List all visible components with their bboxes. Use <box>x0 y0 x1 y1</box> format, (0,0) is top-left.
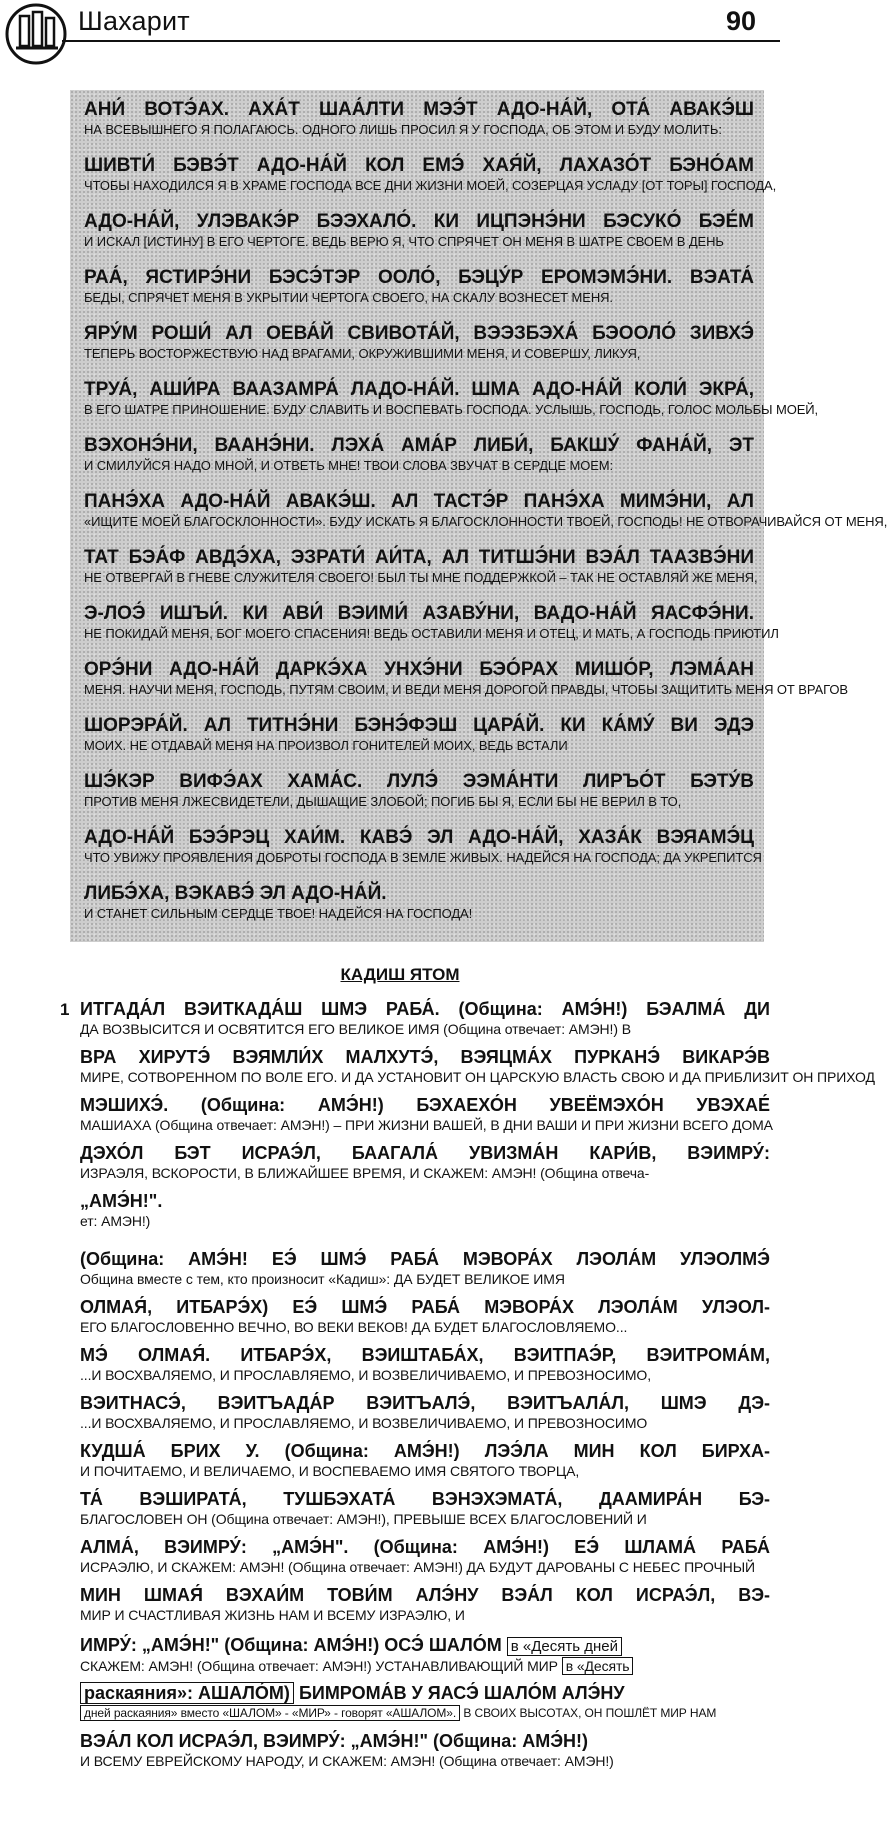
translation-line: ИСРАЭЛЮ, И СКАЖЕМ: АМЭН! (Община отвечает: АМЭН!) ДА БУДУТ ДАРОВАНЫ С НЕБЕС ПРОЧНЫЙ <box>80 1559 755 1575</box>
book-logo-icon <box>4 2 68 66</box>
kaddish-stanza <box>80 1536 770 1576</box>
psalm-stanza <box>84 490 887 530</box>
translation-line: И ВСЕМУ ЕВРЕЙСКОМУ НАРОДУ, И СКАЖЕМ: АМЭН! (Община отвечает: АМЭН!) <box>80 1753 614 1769</box>
transliteration-line: ШОРЭРА́Й. АЛ ТИТНЭ́НИ БЭНЭ́ФЭШ ЦАРА́Й. КИ КА́МУ́ ВИ ЭДЭ <box>84 715 754 736</box>
kaddish-stanza <box>80 1584 770 1624</box>
translation-line: ЧТОБЫ НАХОДИЛСЯ Я В ХРАМЕ ГОСПОДА ВСЕ ДНИ ЖИЗНИ МОЕЙ, СОЗЕРЦАЯ УСЛАДУ [ОТ ТОРЫ] ГОСПОДА, <box>84 178 777 193</box>
transliteration-line: АДО-НА́Й, УЛЭВАКЭ́Р БЭЭХАЛО́. КИ ИЦПЭНЭ́НИ БЭСУКО́ БЭЕ́М <box>84 211 754 232</box>
yamim-noraim-note-box: в «Десять <box>562 1657 634 1675</box>
transliteration-line: Э-ЛОЭ́ ИШЪИ́. КИ АВИ́ ВЭИМИ́ АЗАВУ́НИ, ВАДО-НА́Й ЯАСФЭ́НИ. <box>84 603 754 624</box>
psalm-stanza <box>84 322 754 362</box>
page-title: Шахарит <box>78 6 190 36</box>
psalm-stanza <box>84 210 754 250</box>
kaddish-stanza <box>80 998 770 1038</box>
transliteration-line: ДЭХО́Л БЭТ ИСРАЭ́Л, БААГАЛА́ УВИЗМА́Н КАРИ́В, ВЭИМРУ́: <box>80 1143 770 1163</box>
kaddish-stanza <box>80 1190 770 1230</box>
translation-line: ет: АМЭН!) <box>80 1213 151 1229</box>
verse-number: 1 <box>60 1000 70 1019</box>
psalm-stanza <box>84 826 762 866</box>
header-rule <box>62 40 780 42</box>
kaddish-stanza <box>80 1046 875 1086</box>
kaddish-stanza <box>80 1094 773 1134</box>
psalm-stanza <box>84 154 777 194</box>
translation-line: НЕ ОТВЕРГАЙ В ГНЕВЕ СЛУЖИТЕЛЯ СВОЕГО! БЫЛ ТЫ МНЕ ПОДДЕРЖКОЙ – ТАК НЕ ОСТАВЛЯЙ ЖЕ МЕНЯ, <box>84 570 758 585</box>
yamim-noraim-note-box: в «Десять дней <box>507 1637 622 1656</box>
translation-line: ...И ВОСХВАЛЯЕМО, И ПРОСЛАВЛЯЕМО, И ВОЗВЕЛИЧИВАЕМО, И ПРЕВОЗНОСИМО, <box>80 1367 651 1383</box>
translation-line: ИЗРАЭЛЯ, ВСКОРОСТИ, В БЛИЖАЙШЕЕ ВРЕМЯ, И СКАЖЕМ: АМЭН! (Община отвеча- <box>80 1165 650 1181</box>
translation-line: МИРЕ, СОТВОРЕННОМ ПО ВОЛЕ ЕГО. И ДА УСТАНОВИТ ОН ЦАРСКУЮ ВЛАСТЬ СВОЮ И ДА ПРИБЛИЗИТ ОН ПРИХОД <box>80 1069 875 1085</box>
translation-line: И ПОЧИТАЕМО, И ВЕЛИЧАЕМО, И ВОСПЕВАЕМО ИМЯ СВЯТОГО ТВОРЦА, <box>80 1463 580 1479</box>
kaddish-stanza <box>80 1248 770 1288</box>
kaddish-stanza <box>80 1488 770 1528</box>
translation-line: СКАЖЕМ: АМЭН! (Община отвечает: АМЭН!) УСТАНАВЛИВАЮЩИЙ МИР <box>80 1658 558 1674</box>
kaddish-stanza <box>80 1344 770 1384</box>
translation-line: ДА ВОЗВЫСИТСЯ И ОСВЯТИТСЯ ЕГО ВЕЛИКОЕ ИМЯ (Община отвечает: АМЭН!) В <box>80 1021 631 1037</box>
transliteration-line: ВЭИТНАСЭ́, ВЭИТЪАДА́Р ВЭИТЪАЛЭ́, ВЭИТЪАЛА́Л, ШМЭ ДЭ- <box>80 1393 770 1413</box>
translation-line: В СВОИХ ВЫСОТАХ, ОН ПОШЛЁТ МИР НАМ <box>463 1706 717 1720</box>
translation-line: В ЕГО ШАТРЕ ПРИНОШЕНИЕ. БУДУ СЛАВИТЬ И ВОСПЕВАТЬ ГОСПОДА. УСЛЫШЬ, ГОСПОДЬ, ГОЛОС МОЛЬБЫ МОЕЙ, <box>84 402 819 417</box>
psalm-stanza <box>84 770 754 810</box>
translation-line: МЕНЯ. НАУЧИ МЕНЯ, ГОСПОДЬ, ПУТЯМ СВОИМ, И ВЕДИ МЕНЯ ДОРОГОЙ ПРАВДЫ, ЧТОБЫ ЗАЩИТИТЬ МЕНЯ ОТ ВРАГОВ <box>84 682 848 697</box>
shaded-psalm-section <box>70 90 887 942</box>
transliteration-line: ВЭА́Л КОЛ ИСРАЭ́Л, ВЭИМРУ́: „АМЭ́Н!" (Община: АМЭ́Н!) <box>80 1731 589 1751</box>
translation-line: МОИХ. НЕ ОТДАВАЙ МЕНЯ НА ПРОИЗВОЛ ГОНИТЕЛЕЙ МОИХ, ВЕДЬ ВСТАЛИ <box>84 738 568 753</box>
page-header <box>0 0 800 48</box>
psalm-stanza <box>84 266 754 306</box>
translation-line: ЧТО УВИЖУ ПРОЯВЛЕНИЯ ДОБРОТЫ ГОСПОДА В ЗЕМЛЕ ЖИВЫХ. НАДЕЙСЯ НА ГОСПОДА; ДА УКРЕПИТСЯ <box>84 850 762 865</box>
transliteration-line: „АМЭ́Н!". <box>80 1191 163 1211</box>
yamim-noraim-note-box: дней раскаяния» вместо «ШАЛОМ» - «МИР» - говорят «АШАЛОМ». <box>80 1705 460 1721</box>
transliteration-line: АЛМА́, ВЭИМРУ́: „АМЭ́Н". (Община: АМЭ́Н!) ЕЭ́ ШЛАМА́ РАБА́ <box>80 1537 770 1557</box>
transliteration-line: АДО-НА́Й БЭЭ́РЭЦ ХАИ́М. КАВЭ́ ЭЛ АДО-НА́Й, ХАЗА́К ВЭЯАМЭ́Ц <box>84 827 754 848</box>
transliteration-line: ИТГАДА́Л ВЭИТКАДА́Ш ШМЭ РАБА́. (Община: АМЭ́Н!) БЭАЛМА́ ДИ <box>80 999 770 1019</box>
translation-line: Община вместе с тем, кто произносит «Кадиш»: ДА БУДЕТ ВЕЛИКОЕ ИМЯ <box>80 1271 565 1287</box>
psalm-stanza <box>84 602 779 642</box>
kaddish-stanza <box>80 1392 770 1432</box>
translation-line: И ИСКАЛ [ИСТИНУ] В ЕГО ЧЕРТОГЕ. ВЕДЬ ВЕРЮ Я, ЧТО СПРЯЧЕТ ОН МЕНЯ В ШАТРЕ СВОЕМ В ДЕНЬ <box>84 234 724 249</box>
kaddish-stanza <box>80 1682 770 1722</box>
page-number: 90 <box>725 6 756 36</box>
psalm-stanza <box>84 378 819 418</box>
transliteration-line: ОРЭ́НИ АДО-НА́Й ДАРКЭ́ХА УНХЭ́НИ БЭО́РАХ МИШО́Р, ЛЭМА́АН <box>84 659 754 680</box>
transliteration-line: ТАТ БЭА́Ф АВДЭ́ХА, ЭЗРАТИ́ АИ́ТА, АЛ ТИТШЭ́НИ ВЭА́Л ТААЗВЭ́НИ <box>84 547 754 568</box>
psalm-stanza <box>84 98 754 138</box>
translation-line: И СТАНЕТ СИЛЬНЫМ СЕРДЦЕ ТВОЕ! НАДЕЙСЯ НА ГОСПОДА! <box>84 906 473 921</box>
transliteration-line: ШИВТИ́ БЭВЭ́Т АДО-НА́Й КОЛ ЕМЭ́ ХАЯ́Й, ЛАХАЗО́Т БЭНО́АМ <box>84 155 754 176</box>
kaddish-stanza <box>80 1730 770 1770</box>
yamim-noraim-note-box: раскаяния»: АШАЛО́М) <box>80 1682 294 1704</box>
transliteration-line: ОЛМАЯ́, ИТБАРЭ́Х) ЕЭ́ ШМЭ́ РАБА́ МЭВОРА́Х ЛЭОЛА́М УЛЭОЛ- <box>80 1297 770 1317</box>
translation-line: БЛАГОСЛОВЕН ОН (Община отвечает: АМЭН!), ПРЕВЫШЕ ВСЕХ БЛАГОСЛОВЕНИЙ И <box>80 1511 647 1527</box>
transliteration-line: МЭ́ ОЛМАЯ́. ИТБАРЭ́Х, ВЭИШТАБА́Х, ВЭИТПАЭ́Р, ВЭИТРОМА́М, <box>80 1345 770 1365</box>
psalm-stanza <box>84 434 754 474</box>
translation-line: ЕГО БЛАГОСЛОВЕННО ВЕЧНО, ВО ВЕКИ ВЕКОВ! ДА БУДЕТ БЛАГОСЛОВЛЯЕМО... <box>80 1319 628 1335</box>
translation-line: БЕДЫ, СПРЯЧЕТ МЕНЯ В УКРЫТИИ ЧЕРТОГА СВОЕГО, НА СКАЛУ ВОЗНЕСЕТ МЕНЯ. <box>84 290 613 305</box>
transliteration-line: ИМРУ́: „АМЭ́Н!" (Община: АМЭ́Н!) ОСЭ́ ШАЛО́М <box>80 1635 502 1655</box>
transliteration-line: ЯРУ́М РОШИ́ АЛ ОЕВА́Й СВИВОТА́Й, ВЭЭЗБЭХА́ БЭООЛО́ ЗИВХЭ́ <box>84 323 754 344</box>
transliteration-line: ВРА ХИРУТЭ́ ВЭЯМЛИ́Х МАЛХУТЭ́, ВЭЯЦМА́Х ПУРКАНЭ́ ВИКАРЭ́В <box>80 1047 770 1067</box>
transliteration-line: ВЭХОНЭ́НИ, ВААНЭ́НИ. ЛЭХА́ АМА́Р ЛИБИ́, БАКШУ́ ФАНА́Й, ЭТ <box>84 435 754 456</box>
transliteration-line: ЛИБЭ́ХА, ВЭКАВЭ́ ЭЛ АДО-НА́Й. <box>84 883 387 904</box>
kaddish-stanza <box>80 1296 770 1336</box>
section-heading: КАДИШ ЯТОМ <box>340 965 460 984</box>
psalm-stanza <box>84 882 754 922</box>
translation-line: НЕ ПОКИДАЙ МЕНЯ, БОГ МОЕГО СПАСЕНИЯ! ВЕДЬ ОСТАВИЛИ МЕНЯ И ОТЕЦ, И МАТЬ, А ГОСПОДЬ ПРИЮТИЛ <box>84 626 779 641</box>
translation-line: МАШИАХА (Община отвечает: АМЭН!) – ПРИ ЖИЗНИ ВАШЕЙ, В ДНИ ВАШИ И ПРИ ЖИЗНИ ВСЕГО ДОМА <box>80 1117 773 1133</box>
transliteration-line: АНИ́ ВОТЭ́АХ. АХА́Т ШАА́ЛТИ МЭЭ́Т АДО-НА́Й, ОТА́ АВАКЭ́Ш <box>84 99 754 120</box>
psalm-stanza <box>84 714 754 754</box>
transliteration-line: БИМРОМА́В У ЯАСЭ́ ШАЛО́М АЛЭ́НУ <box>298 1683 625 1703</box>
psalm-stanza <box>84 546 758 586</box>
transliteration-line: ПАНЭ́ХА АДО-НА́Й АВАКЭ́Ш. АЛ ТАСТЭ́Р ПАНЭ́ХА МИМЭ́НИ, АЛ <box>84 491 754 512</box>
translation-line: МИР И СЧАСТЛИВАЯ ЖИЗНЬ НАМ И ВСЕМУ ИЗРАЭЛЮ, И <box>80 1607 465 1623</box>
translation-line: ...И ВОСХВАЛЯЕМО, И ПРОСЛАВЛЯЕМО, И ВОЗВЕЛИЧИВАЕМО, И ПРЕВОЗНОСИМО <box>80 1415 648 1431</box>
translation-line: ПРОТИВ МЕНЯ ЛЖЕСВИДЕТЕЛИ, ДЫШАЩИЕ ЗЛОБОЙ; ПОГИБ БЫ Я, ЕСЛИ БЫ НЕ ВЕРИЛ В ТО, <box>84 794 682 809</box>
transliteration-line: РАА́, ЯСТИРЭ́НИ БЭСЭ́ТЭР ООЛО́, БЭЦУ́Р ЕРОМЭМЭ́НИ. ВЭАТА́ <box>84 267 754 288</box>
kaddish-stanza <box>80 1142 770 1182</box>
psalm-stanza <box>84 658 848 698</box>
transliteration-line: МЭШИХЭ́. (Община: АМЭ́Н!) БЭХАЕХО́Н УВЕЁМЭХО́Н УВЭХАЕ́ <box>80 1095 770 1115</box>
kaddish-stanza <box>80 1440 770 1480</box>
transliteration-line: ШЭ́КЭР ВИФЭ́АХ ХАМА́С. ЛУЛЭ́ ЭЭМА́НТИ ЛИРЪО́Т БЭТУ́В <box>84 771 754 792</box>
transliteration-line: ТРУА́, АШИ́РА ВААЗАМРА́ ЛАДО-НА́Й. ШМА АДО-НА́Й КОЛИ́ ЭКРА́, <box>84 379 754 400</box>
translation-line: ТЕПЕРЬ ВОСТОРЖЕСТВУЮ НАД ВРАГАМИ, ОКРУЖИВШИМИ МЕНЯ, И СОВЕРШУ, ЛИКУЯ, <box>84 346 641 361</box>
transliteration-line: ТА́ ВЭШИРАТА́, ТУШБЭХАТА́ ВЭНЭХЭМАТА́, ДААМИРА́Н БЭ- <box>80 1489 770 1509</box>
translation-line: «ИЩИТЕ МОЕЙ БЛАГОСКЛОННОСТИ». БУДУ ИСКАТЬ Я БЛАГОСКЛОННОСТИ ТВОЕЙ, ГОСПОДЬ! НЕ ОТВОРАЧИВАЙСЯ ОТ МЕНЯ, <box>84 514 887 529</box>
transliteration-line: МИН ШМАЯ́ ВЭХАИ́М ТОВИ́М АЛЭ́НУ ВЭА́Л КОЛ ИСРАЭ́Л, ВЭ- <box>80 1585 770 1605</box>
translation-line: И СМИЛУЙСЯ НАДО МНОЙ, И ОТВЕТЬ МНЕ! ТВОИ СЛОВА ЗВУЧАТ В СЕРДЦЕ МОЕМ: <box>84 458 614 473</box>
translation-line: НА ВСЕВЫШНЕГО Я ПОЛАГАЮСЬ. ОДНОГО ЛИШЬ ПРОСИЛ Я У ГОСПОДА, ОБ ЭТОМ И БУДУ МОЛИТЬ: <box>84 122 722 137</box>
transliteration-line: КУДША́ БРИХ У. (Община: АМЭ́Н!) ЛЭЭ́ЛА МИН КОЛ БИРХА- <box>80 1441 770 1461</box>
transliteration-line: (Община: АМЭ́Н! ЕЭ́ ШМЭ́ РАБА́ МЭВОРА́Х ЛЭОЛА́М УЛЭОЛМЭ́ <box>80 1249 770 1269</box>
kaddish-stanza <box>80 1634 770 1675</box>
